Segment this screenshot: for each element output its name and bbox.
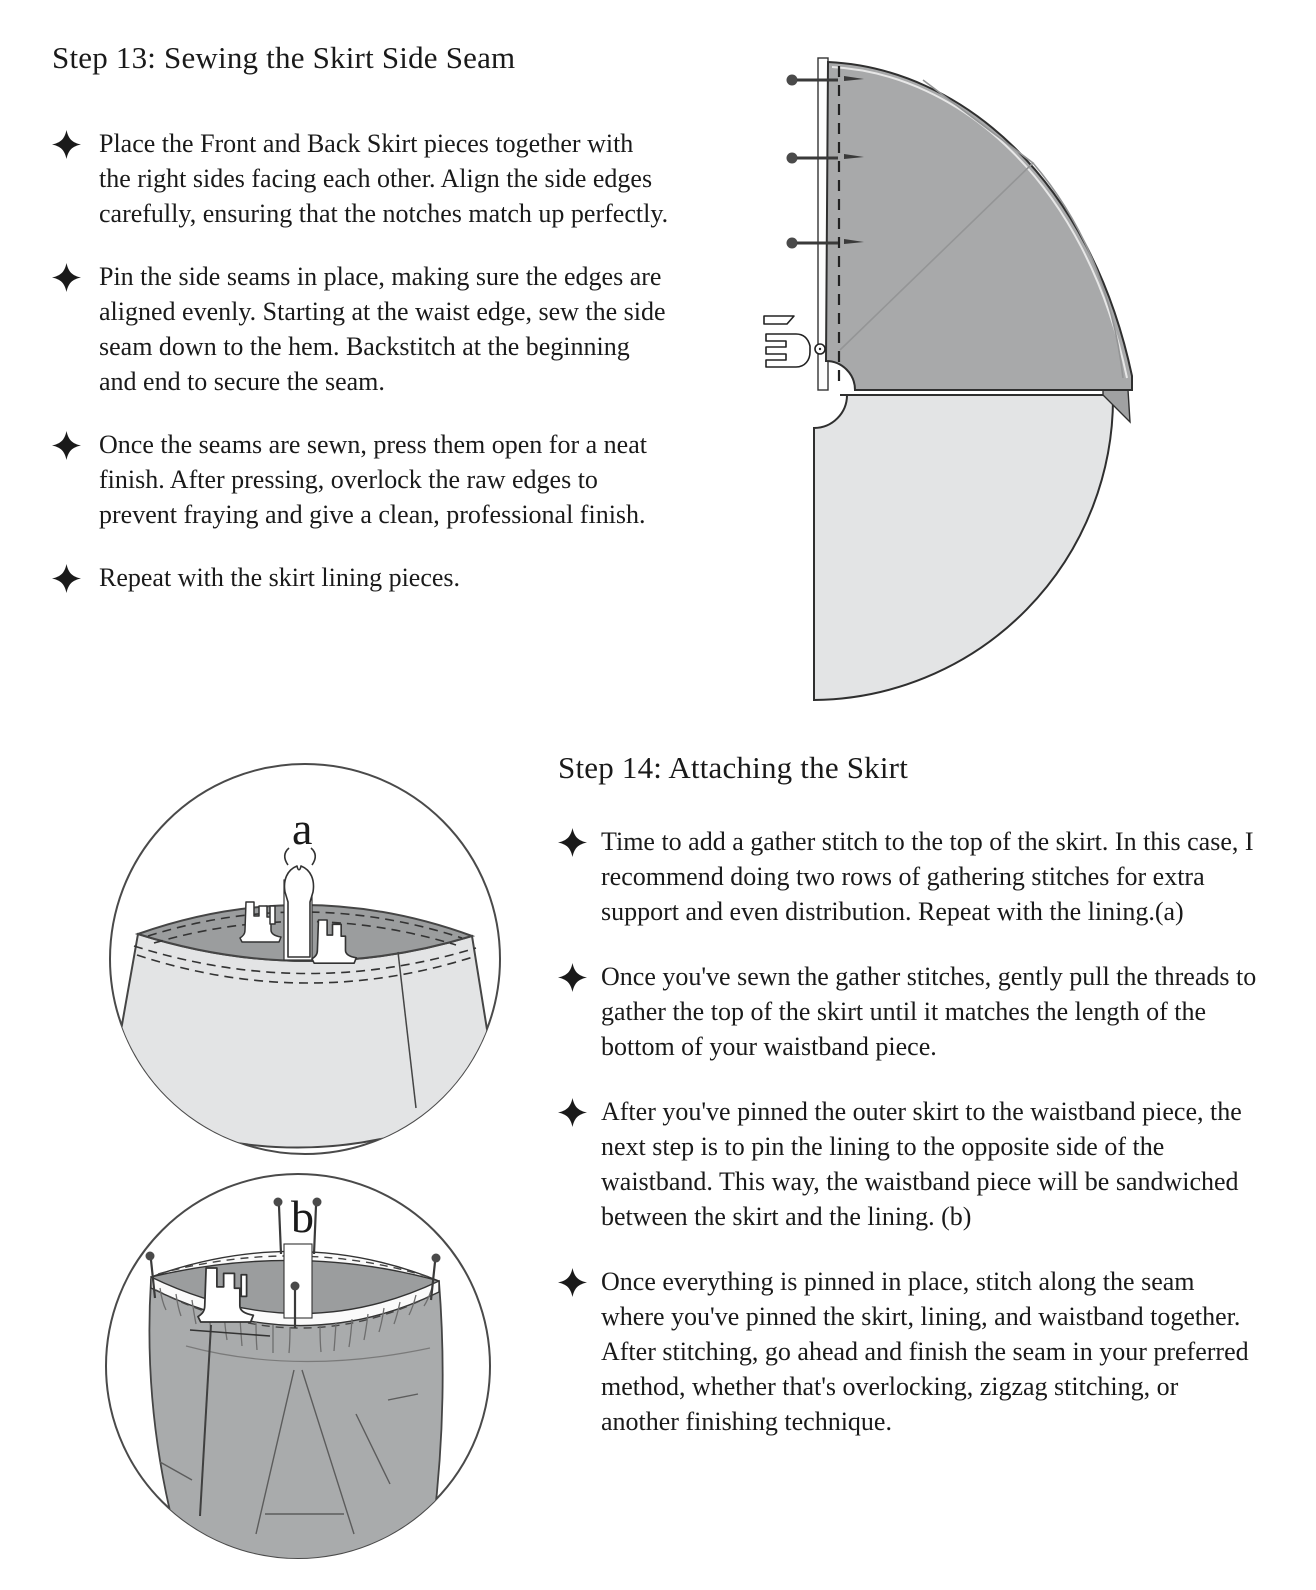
step14-section xyxy=(558,750,1258,1469)
figure-label-a: a xyxy=(292,803,313,854)
bullet-text: Time to add a gather stitch to the top of the skirt. In this case, I recommend doing two rows of gathering stitches for extra support and even distribution. Repeat with the lining.(a) xyxy=(601,827,1254,926)
bullet-text: Pin the side seams in place, making sure the edges are aligned evenly. Starting at the waist edge, sew the side seam down to the hem. Backstitch at the beginning and end to secure the seam. xyxy=(99,262,666,396)
step14-bullet-list xyxy=(558,824,1258,1439)
bullet-text: Place the Front and Back Skirt pieces together with the right sides facing each other. Align the side edges carefully, ensuring that the notches match up perfectly. xyxy=(99,129,669,228)
star-bullet-icon xyxy=(52,564,81,593)
instruction-bullet xyxy=(558,1094,1258,1234)
figure-label-b: b xyxy=(291,1191,314,1242)
bullet-text: Repeat with the skirt lining pieces. xyxy=(99,563,461,592)
star-bullet-icon xyxy=(52,431,81,460)
step13-title: Step 13: Sewing the Skirt Side Seam xyxy=(52,40,516,75)
star-bullet-icon xyxy=(558,1268,587,1297)
instruction-bullet xyxy=(52,126,670,231)
step13-section xyxy=(52,40,670,623)
instruction-bullet xyxy=(52,427,670,532)
waistband-gap xyxy=(284,1244,312,1318)
bullet-text: Once everything is pinned in place, stitch along the seam where you've pinned the skirt, lining, and waistband together. After stitching, go ahead and finish the seam in your preferred method, whether that's overlocking, zigzag stitching, or another finishing technique. xyxy=(601,1267,1249,1436)
side-seam-figure xyxy=(740,28,1180,728)
star-bullet-icon xyxy=(558,1098,587,1127)
skirt-top-layer xyxy=(826,62,1132,390)
presser-foot-icon xyxy=(764,316,825,367)
instruction-bullet xyxy=(558,1264,1258,1439)
instruction-bullet xyxy=(558,824,1258,929)
star-bullet-icon xyxy=(52,263,81,292)
presser-foot-icon xyxy=(198,1268,253,1322)
instruction-bullet xyxy=(52,259,670,399)
star-bullet-icon xyxy=(52,130,81,159)
skirt-bottom-layer xyxy=(814,395,1113,700)
bullet-text: Once you've sewn the gather stitches, gently pull the threads to gather the top of the skirt until it matches the length of the bottom of your waistband piece. xyxy=(601,962,1257,1061)
figure-a xyxy=(100,752,510,1164)
instruction-bullet xyxy=(52,560,670,595)
figure-b xyxy=(98,1162,498,1574)
instruction-bullet xyxy=(558,959,1258,1064)
step14-title: Step 14: Attaching the Skirt xyxy=(558,750,909,785)
bullet-text: After you've pinned the outer skirt to the waistband piece, the next step is to pin the lining to the opposite side of the waistband. This way, the waistband piece will be sandwiched between the skirt and the lining. (b) xyxy=(601,1097,1242,1231)
star-bullet-icon xyxy=(558,828,587,857)
bullet-text: Once the seams are sewn, press them open for a neat finish. After pressing, overlock the raw edges to prevent fraying and give a clean, professional finish. xyxy=(99,430,647,529)
step13-bullet-list xyxy=(52,126,670,595)
star-bullet-icon xyxy=(558,963,587,992)
presser-foot-icon xyxy=(240,902,281,942)
